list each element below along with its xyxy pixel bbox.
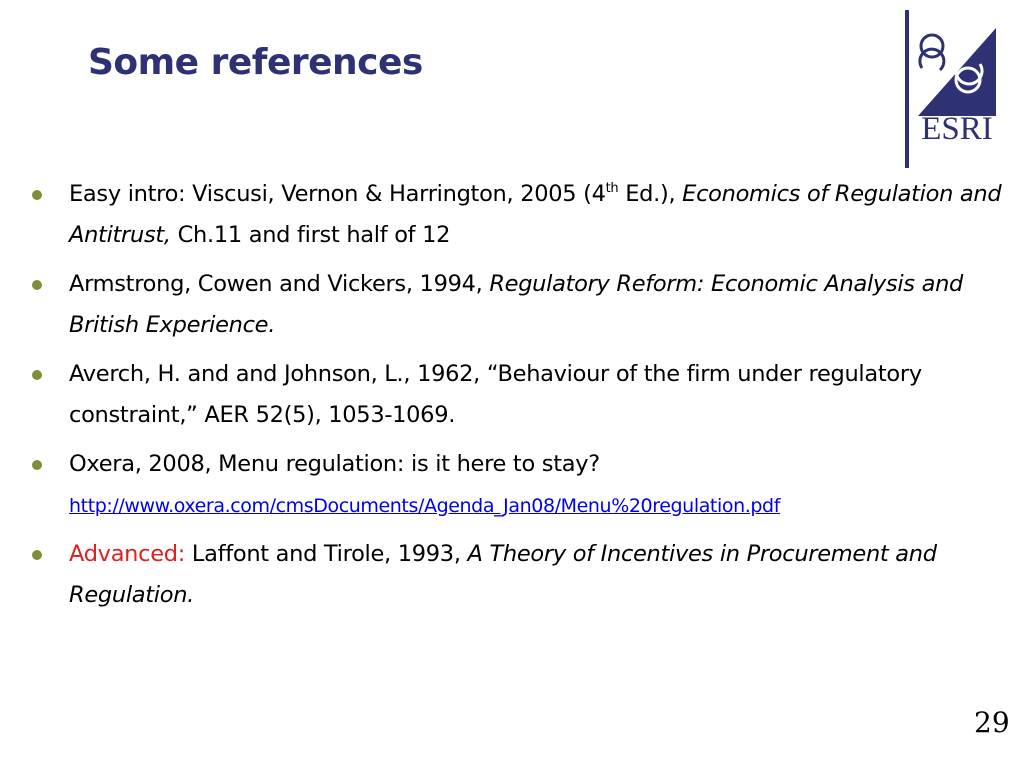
page-number: 29 bbox=[974, 706, 1010, 739]
reference-item: Advanced: Laffont and Tirole, 1993, A Theory of Incentives in Procurement and Regulation. bbox=[30, 534, 1010, 616]
oxera-link[interactable]: http://www.oxera.com/cmsDocuments/Agenda_Jan08/Menu%20regulation.pdf bbox=[69, 495, 780, 517]
bullet-icon bbox=[32, 190, 42, 200]
esri-logo bbox=[900, 8, 1004, 170]
bullet-icon bbox=[32, 280, 42, 290]
reference-title: Economics of Regulation and Antitrust, bbox=[69, 181, 1002, 248]
esri-logo-text: ESRI bbox=[921, 111, 993, 147]
reference-item: Averch, H. and and Johnson, L., 1962, “Behaviour of the firm under regulatory constraint,” AER 52(5), 1053-1069. bbox=[30, 354, 1010, 436]
reference-list bbox=[30, 174, 1010, 624]
reference-item: Oxera, 2008, Menu regulation: is it here to stay? http://www.oxera.com/cmsDocuments/Agenda_Jan08/Menu%20regulation.pdf bbox=[30, 444, 1010, 526]
advanced-label: Advanced: bbox=[69, 541, 186, 567]
slide-title: Some references bbox=[88, 42, 423, 83]
bullet-icon bbox=[32, 460, 42, 470]
reference-item: Armstrong, Cowen and Vickers, 1994, Regulatory Reform: Economic Analysis and British Experience. bbox=[30, 264, 1010, 346]
bullet-icon bbox=[32, 550, 42, 560]
bullet-icon bbox=[32, 370, 42, 380]
reference-title: Regulatory Reform: Economic Analysis and British Experience. bbox=[69, 271, 964, 338]
reference-item: Easy intro: Viscusi, Vernon & Harrington, 2005 (4th Ed.), Economics of Regulation and Antitrust, Ch.11 and first half of 12 bbox=[30, 174, 1010, 256]
reference-title: A Theory of Incentives in Procurement and Regulation. bbox=[69, 541, 937, 608]
